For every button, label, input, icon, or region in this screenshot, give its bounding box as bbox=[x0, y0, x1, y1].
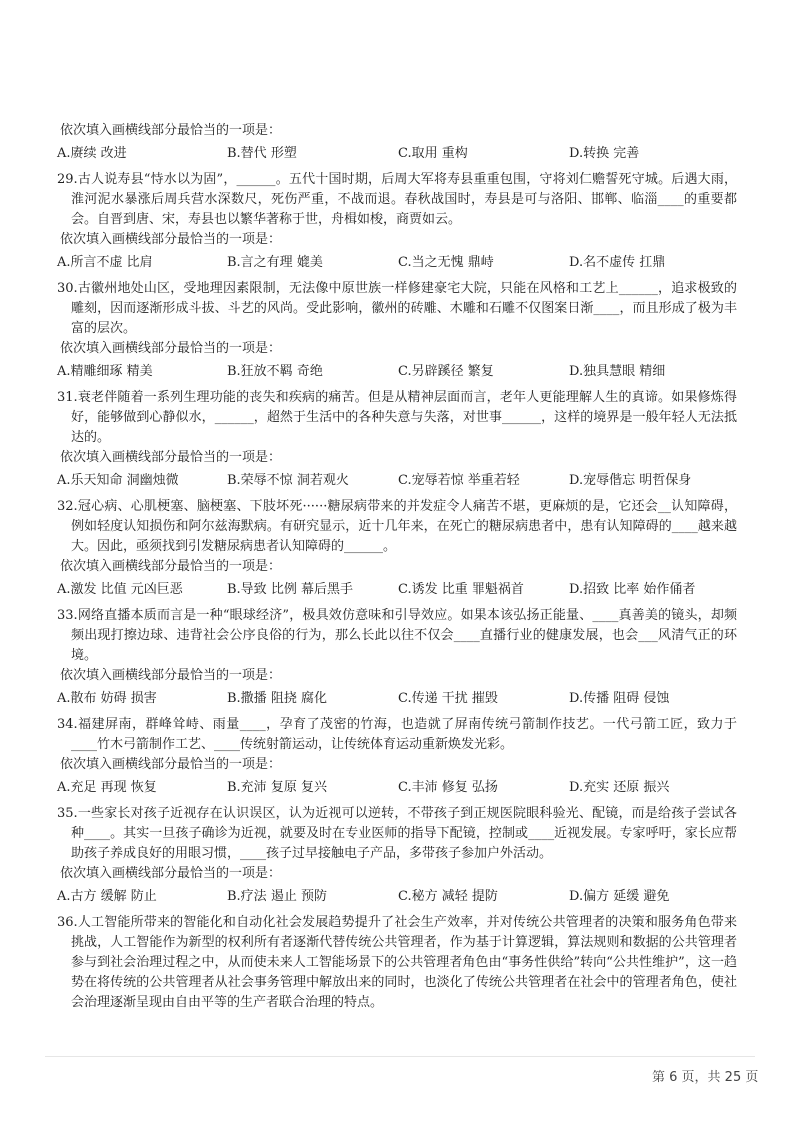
option-a: A.赓续 改进 bbox=[57, 146, 127, 161]
option-c: C.取用 重构 bbox=[398, 146, 468, 161]
question-prompt: 依次填入画横线部分最恰当的一项是： bbox=[60, 866, 282, 881]
question-prompt: 依次填入画横线部分最恰当的一项是： bbox=[60, 559, 282, 574]
option-a: A.精雕细琢 精美 bbox=[57, 364, 153, 379]
question-prompt: 依次填入画横线部分最恰当的一项是： bbox=[60, 757, 282, 772]
option-row bbox=[57, 689, 737, 709]
option-a: A.古方 缓解 防止 bbox=[57, 889, 157, 904]
option-b: B.导致 比例 幕后黑手 bbox=[227, 582, 353, 597]
option-b: B.荣辱不惊 洞若观火 bbox=[227, 473, 349, 488]
option-row bbox=[57, 778, 737, 798]
footer-divider bbox=[45, 1056, 755, 1057]
question-text: 34.福建屏南，群峰耸峙、雨量____，孕育了茂密的竹海，也造就了屏南传统弓箭制作技艺。一代弓箭工匠，致力于____竹木弓箭制作工艺、____传统射箭运动，让传统体育运动重新焕发光彩。 bbox=[57, 717, 737, 752]
question-30 bbox=[57, 279, 737, 382]
question-text: 33.网络直播本质而言是一种“眼球经济”，极具效仿意味和引导效应。如果本该弘扬正能量、____真善美的镜头，却频频出现打擦边球、违背社会公序良俗的行为，那么长此以往不仅会____直播行业的健康发展，也会___风清气正的环境。 bbox=[57, 608, 737, 663]
question-31 bbox=[57, 388, 737, 491]
option-b: B.撒播 阻挠 腐化 bbox=[227, 691, 327, 706]
option-c: C.丰沛 修复 弘扬 bbox=[398, 780, 498, 795]
option-a: A.充足 再现 恢复 bbox=[57, 780, 157, 795]
option-row bbox=[57, 580, 737, 600]
question-prompt: 依次填入画横线部分最恰当的一项是： bbox=[60, 668, 282, 683]
option-a: A.散布 妨碍 损害 bbox=[57, 691, 157, 706]
option-a: A.所言不虚 比肩 bbox=[57, 255, 153, 270]
option-b: B.疗法 遏止 预防 bbox=[227, 889, 327, 904]
page-content bbox=[57, 121, 737, 1019]
question-prompt: 依次填入画横线部分最恰当的一项是： bbox=[60, 123, 282, 138]
option-c: C.诱发 比重 罪魁祸首 bbox=[398, 582, 524, 597]
option-a: A.激发 比值 元凶巨恶 bbox=[57, 582, 183, 597]
option-d: D.独具慧眼 精细 bbox=[569, 364, 666, 379]
question-prompt: 依次填入画横线部分最恰当的一项是： bbox=[60, 450, 282, 465]
question-text: 30.古徽州地处山区，受地理因素限制，无法像中原世族一样修建豪宅大院，只能在风格和工艺上______，追求极致的雕刻，因而逐渐形成斗拔、斗艺的风尚。受此影响，徽州的砖雕、木雕和石雕不仅图案日渐____，而且形成了极为丰富的层次。 bbox=[57, 281, 737, 336]
question-text: 36.人工智能所带来的智能化和自动化社会发展趋势提升了社会生产效率，并对传统公共管理者的决策和服务角色带来挑战，人工智能作为新型的权利所有者逐渐代替传统公共管理者，作为基于计算逻辑，算法规则和数据的公共管理者参与到社会治理过程之中，从而使未来人工智能场景下的公共管理者角色由“事务性供给”转向“公共性维护”，这一趋势在将传统的公共管理者从社会事务管理中解放出来的同时，也淡化了传统公共管理者在社会中的管理者角色，使社会治理逐渐呈现由自由平等的生产者联合治理的特点。 bbox=[57, 915, 737, 1010]
page-number: 第 6 页，共 25 页 bbox=[652, 1070, 759, 1085]
option-b: B.替代 形塑 bbox=[227, 146, 297, 161]
option-c: C.宠辱若惊 举重若轻 bbox=[398, 473, 520, 488]
option-row bbox=[57, 362, 737, 382]
question-prompt: 依次填入画横线部分最恰当的一项是： bbox=[60, 341, 282, 356]
question-text: 32.冠心病、心肌梗塞、脑梗塞、下肢坏死······糖尿病带来的并发症令人痛苦不堪，更麻烦的是，它还会__认知障碍，例如轻度认知损伤和阿尔兹海默病。有研究显示，近十几年来，在死亡的糖尿病患者中，患有认知障碍的____越来越大。因此，亟须找到引发糖尿病患者认知障碍的______。 bbox=[57, 499, 737, 554]
question-32 bbox=[57, 497, 737, 600]
option-d: D.宠辱偕忘 明哲保身 bbox=[569, 473, 692, 488]
question-29 bbox=[57, 170, 737, 273]
option-row bbox=[57, 471, 737, 491]
question-text: 35.一些家长对孩子近视存在认识误区，认为近视可以逆转，不带孩子到正规医院眼科验光、配镜，而是给孩子尝试各种____。其实一旦孩子确诊为近视，就要及时在专业医师的指导下配镜，控制或____近视发展。专家呼吁，家长应帮助孩子养成良好的用眼习惯，____孩子过早接触电子产品，多带孩子参加户外活动。 bbox=[57, 806, 737, 861]
question-36 bbox=[57, 913, 737, 1013]
question-text: 31.衰老伴随着一系列生理功能的丧失和疾病的痛苦。但是从精神层面而言，老年人更能理解人生的真谛。如果修炼得好，能够做到心静似水，______，超然于生活中的各种失意与失落，对世事______，这样的境界是一般年轻人无法抵达的。 bbox=[57, 390, 737, 445]
option-d: D.充实 还原 振兴 bbox=[569, 780, 670, 795]
option-d: D.转换 完善 bbox=[569, 146, 640, 161]
option-d: D.传播 阻碍 侵蚀 bbox=[569, 691, 670, 706]
option-a: A.乐天知命 洞幽烛微 bbox=[57, 473, 179, 488]
question-34 bbox=[57, 715, 737, 798]
option-d: D.招致 比率 始作俑者 bbox=[569, 582, 696, 597]
option-d: D.名不虚传 扛鼎 bbox=[569, 255, 666, 270]
option-c: C.当之无愧 鼎峙 bbox=[398, 255, 494, 270]
question-text: 29.古人说寿县“恃水以为固”，______。五代十国时期，后周大军将寿县重重包围，守将刘仁赡誓死守城。后遇大雨，淮河泥水暴涨后周兵营水深数尺，死伤严重，不战而退。春秋战国时，寿县是可与洛阳、邯郸、临淄____的重要都会。自晋到唐、宋，寿县也以繁华著称于世，舟楫如梭，商贾如云。 bbox=[57, 172, 737, 227]
question-prompt: 依次填入画横线部分最恰当的一项是： bbox=[60, 232, 282, 247]
option-row bbox=[57, 144, 737, 164]
option-b: B.言之有理 媲美 bbox=[227, 255, 323, 270]
question-33 bbox=[57, 606, 737, 709]
question-35 bbox=[57, 804, 737, 907]
option-c: C.传递 干扰 摧毁 bbox=[398, 691, 498, 706]
option-b: B.充沛 复原 复兴 bbox=[227, 780, 327, 795]
option-c: C.秘方 减轻 提防 bbox=[398, 889, 498, 904]
option-c: C.另辟蹊径 繁复 bbox=[398, 364, 494, 379]
option-b: B.狂放不羁 奇绝 bbox=[227, 364, 323, 379]
option-d: D.偏方 延缓 避免 bbox=[569, 889, 670, 904]
option-row bbox=[57, 887, 737, 907]
option-row bbox=[57, 253, 737, 273]
